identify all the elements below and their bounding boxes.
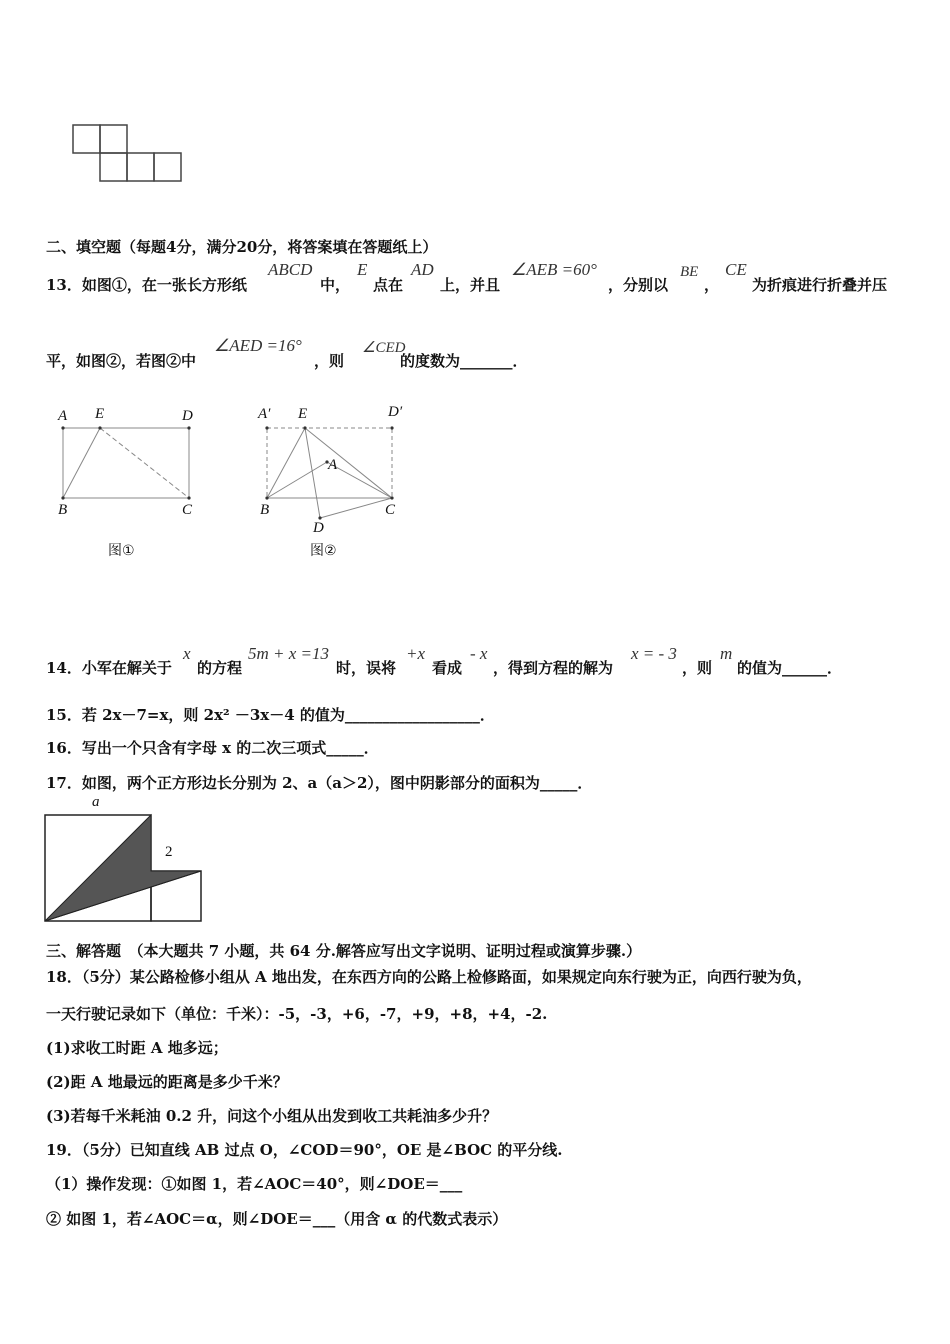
question-15: 15．若 2x－7=x，则 2x² －3x－4 的值为__________________． xyxy=(46,706,495,724)
fig1-label-B: B xyxy=(58,502,68,518)
figure-2 xyxy=(250,400,430,540)
fig1-label-A: A xyxy=(58,408,68,424)
fig1-caption: 图① xyxy=(108,543,135,559)
fig2-label-A: A xyxy=(328,457,338,473)
fig1-label-E: E xyxy=(95,406,105,422)
q17-label-2: 2 xyxy=(165,844,173,860)
fig2-label-D: D xyxy=(313,520,324,536)
figure-q17-squares xyxy=(44,812,204,924)
question-17: 17．如图，两个正方形边长分别为 2、a（a＞2），图中阴影部分的面积为_____． xyxy=(46,774,593,792)
q17-label-a: a xyxy=(92,794,100,810)
fig1-label-C: C xyxy=(182,502,193,518)
cube-net-figure xyxy=(70,122,190,184)
fig2-label-E: E xyxy=(298,406,308,422)
fig1-label-D: D xyxy=(182,408,193,424)
fig2-label-A-prime: A′ xyxy=(258,406,271,422)
fig2-label-B: B xyxy=(260,502,270,518)
fig2-label-C: C xyxy=(385,502,396,518)
fig2-label-D-prime: D′ xyxy=(388,404,403,420)
section-3-heading: 三、解答题 （本大题共 7 小题，共 64 分.解答应写出文字说明、证明过程或演算步骤.） xyxy=(46,942,642,960)
question-16: 16．写出一个只含有字母 x 的二次三项式_____． xyxy=(46,739,379,757)
section-2-heading: 二、填空题（每题4分，满分20分，将答案填在答题纸上） xyxy=(46,238,438,256)
fig2-caption: 图② xyxy=(310,543,337,559)
